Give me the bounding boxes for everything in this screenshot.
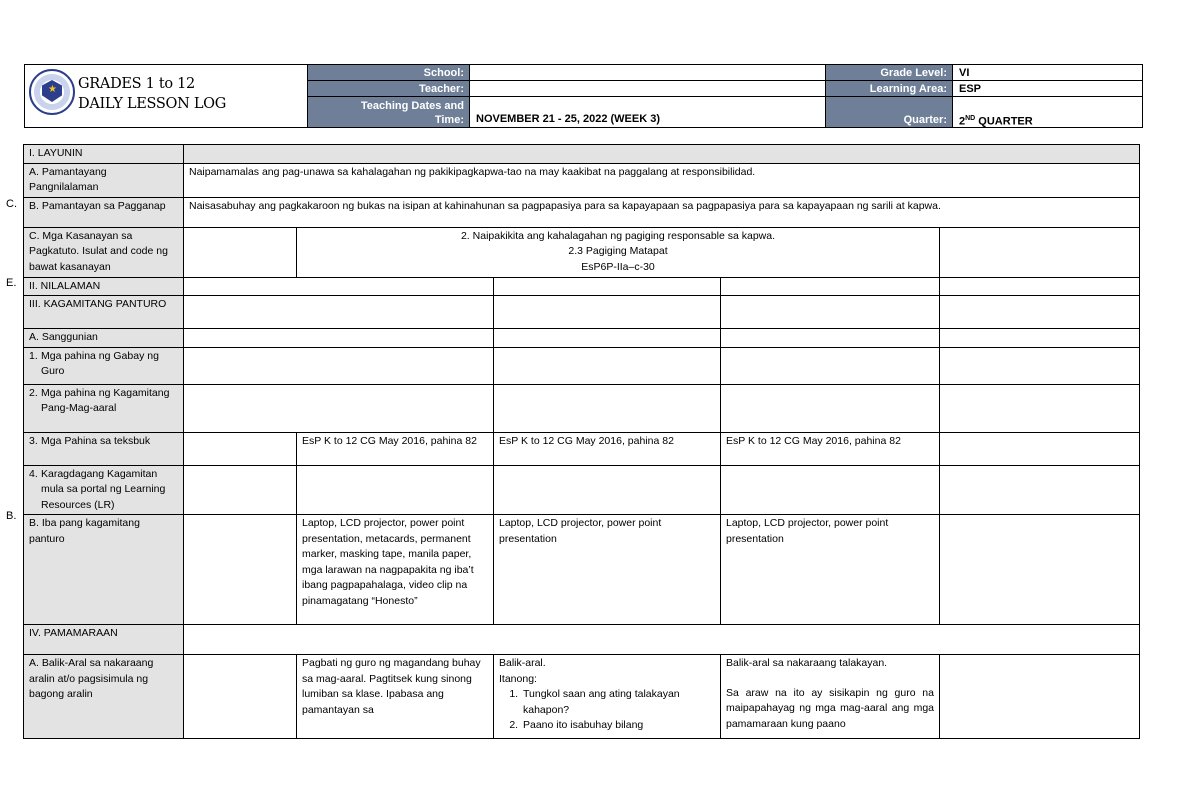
table-row <box>24 277 1140 296</box>
quarter-text: QUARTER <box>975 115 1033 128</box>
table-row <box>24 145 1140 164</box>
teacher-value[interactable] <box>470 81 825 97</box>
kagamitan-label: III. KAGAMITANG PANTURO <box>24 296 184 329</box>
school-value[interactable] <box>470 65 825 81</box>
iba-col-3[interactable]: Laptop, LCD projector, power point presentation <box>721 515 940 625</box>
teksbuk-col-2[interactable]: EsP K to 12 CG May 2016, pahina 82 <box>494 432 721 465</box>
quarter-label: Quarter: <box>826 97 952 127</box>
list-item: 1. Tungkol saan ang ating talakayan kahapon? <box>521 687 715 718</box>
teksbuk-label <box>24 432 184 465</box>
grade-level-label: Grade Level: <box>826 65 952 81</box>
lesson-log-table <box>23 144 1140 739</box>
quarter-number: 2 <box>959 115 966 128</box>
header-block <box>24 64 1143 128</box>
teacher-label: Teacher: <box>308 81 469 97</box>
teaching-dates-label-1: Teaching Dates and <box>360 100 464 112</box>
document-title <box>78 74 226 114</box>
balik-col-2-line-2: Itanong: <box>499 672 537 685</box>
quarter-suffix: ND <box>965 115 976 122</box>
title-line-2: DAILY LESSON LOG <box>78 96 227 112</box>
title-area <box>25 65 308 127</box>
table-row <box>24 296 1140 329</box>
table-row <box>24 515 1140 625</box>
kasanayan-label: C. Mga Kasanayan sa Pagkatuto. Isulat and code ng bawat kasanayan <box>24 227 184 277</box>
gabay-number: 1. <box>29 349 38 362</box>
grade-level-value[interactable]: VI <box>959 67 970 79</box>
side-mark-b: B. <box>6 510 17 522</box>
table-row <box>24 384 1140 432</box>
pamantayang-pangnilalaman-value[interactable]: Naipamamalas ang pag-unawa sa kahalagahan ng pakikipagkapwa-tao na may kaakibat na paggalang at responsibilidad. <box>184 163 1140 197</box>
balik-aral-label: A. Balik-Aral sa nakaraang aralin at/o pagsisimula ng bagong aralin <box>24 655 184 739</box>
side-mark-c: C. <box>6 198 17 210</box>
kagamitang-number: 2. <box>29 386 38 399</box>
iba-col-1[interactable]: Laptop, LCD projector, power point presentation, metacards, permanent marker, masking tape, manila paper, mga larawan na nagpapakita ng iba’t ibang pagpapahalaga, video clip na pinamagatang “Honesto” <box>297 515 494 625</box>
gabay-text: Mga pahina ng Gabay ng Guro <box>41 349 159 377</box>
pamantayan-pagganap-value[interactable]: Naisasabuhay ang pagkakaroon ng bukas na isipan at kahinahunan sa pagpapasiya para sa kapayapaan sa pagpapasiya para sa kapayapaan ng sarili at kapwa. <box>184 197 1140 227</box>
pamantayan-pagganap-label: B. Pamantayan sa Pagganap <box>24 197 184 227</box>
gabay-label <box>24 347 184 384</box>
table-row <box>24 197 1140 227</box>
quarter-value[interactable] <box>953 111 1142 127</box>
sanggunian-label: A. Sanggunian <box>24 329 184 348</box>
balik-col-3-line-1: Balik-aral sa nakaraang talakayan. <box>726 657 888 669</box>
teksbuk-col-3[interactable]: EsP K to 12 CG May 2016, pahina 82 <box>721 432 940 465</box>
karagdagang-number: 4. <box>29 467 38 480</box>
side-mark-e: E. <box>6 277 17 289</box>
teaching-dates-label <box>308 97 469 127</box>
kagamitang-text: Mga pahina ng Kagamitang Pang-Mag-aaral <box>41 386 170 414</box>
kasanayan-line-1: 2. Naipakikita ang kahalagahan ng pagiging responsable sa kapwa. <box>460 229 776 242</box>
table-row <box>24 432 1140 465</box>
school-label: School: <box>308 65 469 81</box>
balik-col-2-list <box>499 687 715 734</box>
balik-col-2[interactable] <box>494 655 721 739</box>
teksbuk-number: 3. <box>29 434 38 447</box>
table-row <box>24 465 1140 515</box>
pamantayang-pangnilalaman-label: A. Pamantayang Pangnilalaman <box>24 163 184 197</box>
balik-col-3-para: Sa araw na ito ay sisikapin ng guro na maipapahayag ng mga mag-aaral ang mga pamamaraan kung paano <box>726 686 934 730</box>
balik-col-1[interactable]: Pagbati ng guro ng magandang buhay sa mag-aaral. Pagtitsek kung sinong lumiban sa klase. Ipabasa ang pamantayan sa <box>297 655 494 739</box>
kasanayan-line-2: 2.3 Pagiging Matapat <box>568 245 668 257</box>
table-row <box>24 329 1140 348</box>
learning-area-label: Learning Area: <box>826 81 952 97</box>
karagdagang-text: Karagdagang Kagamitan mula sa portal ng Learning Resources (LR) <box>41 467 166 511</box>
iba-pang-kagamitan-label: B. Iba pang kagamitang panturo <box>24 515 184 625</box>
kasanayan-value[interactable] <box>297 227 940 277</box>
learning-area-value[interactable]: ESP <box>959 83 982 95</box>
deped-seal-icon: ★ <box>29 69 75 115</box>
table-row <box>24 163 1140 197</box>
pamamaraan-heading: IV. PAMAMARAAN <box>24 625 184 655</box>
iba-col-2[interactable]: Laptop, LCD projector, power point presentation <box>494 515 721 625</box>
table-row <box>24 655 1140 739</box>
teksbuk-text: Mga Pahina sa teksbuk <box>41 434 151 447</box>
karagdagang-label <box>24 465 184 515</box>
nilalaman-label: II. NILALAMAN <box>24 277 184 296</box>
title-line-1: GRADES 1 to 12 <box>78 76 195 92</box>
balik-col-3[interactable] <box>721 655 940 739</box>
teaching-dates-label-2: Time: <box>434 114 464 126</box>
teksbuk-col-1[interactable]: EsP K to 12 CG May 2016, pahina 82 <box>297 432 494 465</box>
balik-col-2-line-1: Balik-aral. <box>499 657 546 669</box>
table-row <box>24 347 1140 384</box>
kasanayan-line-3: EsP6P-IIa–c-30 <box>581 260 655 273</box>
kagamitang-label <box>24 384 184 432</box>
table-row <box>24 625 1140 655</box>
layunin-heading: I. LAYUNIN <box>24 145 184 164</box>
teaching-dates-value[interactable]: NOVEMBER 21 - 25, 2022 (WEEK 3) <box>476 113 661 125</box>
list-item: 2. Paano ito isabuhay bilang <box>521 718 715 734</box>
table-row <box>24 227 1140 277</box>
